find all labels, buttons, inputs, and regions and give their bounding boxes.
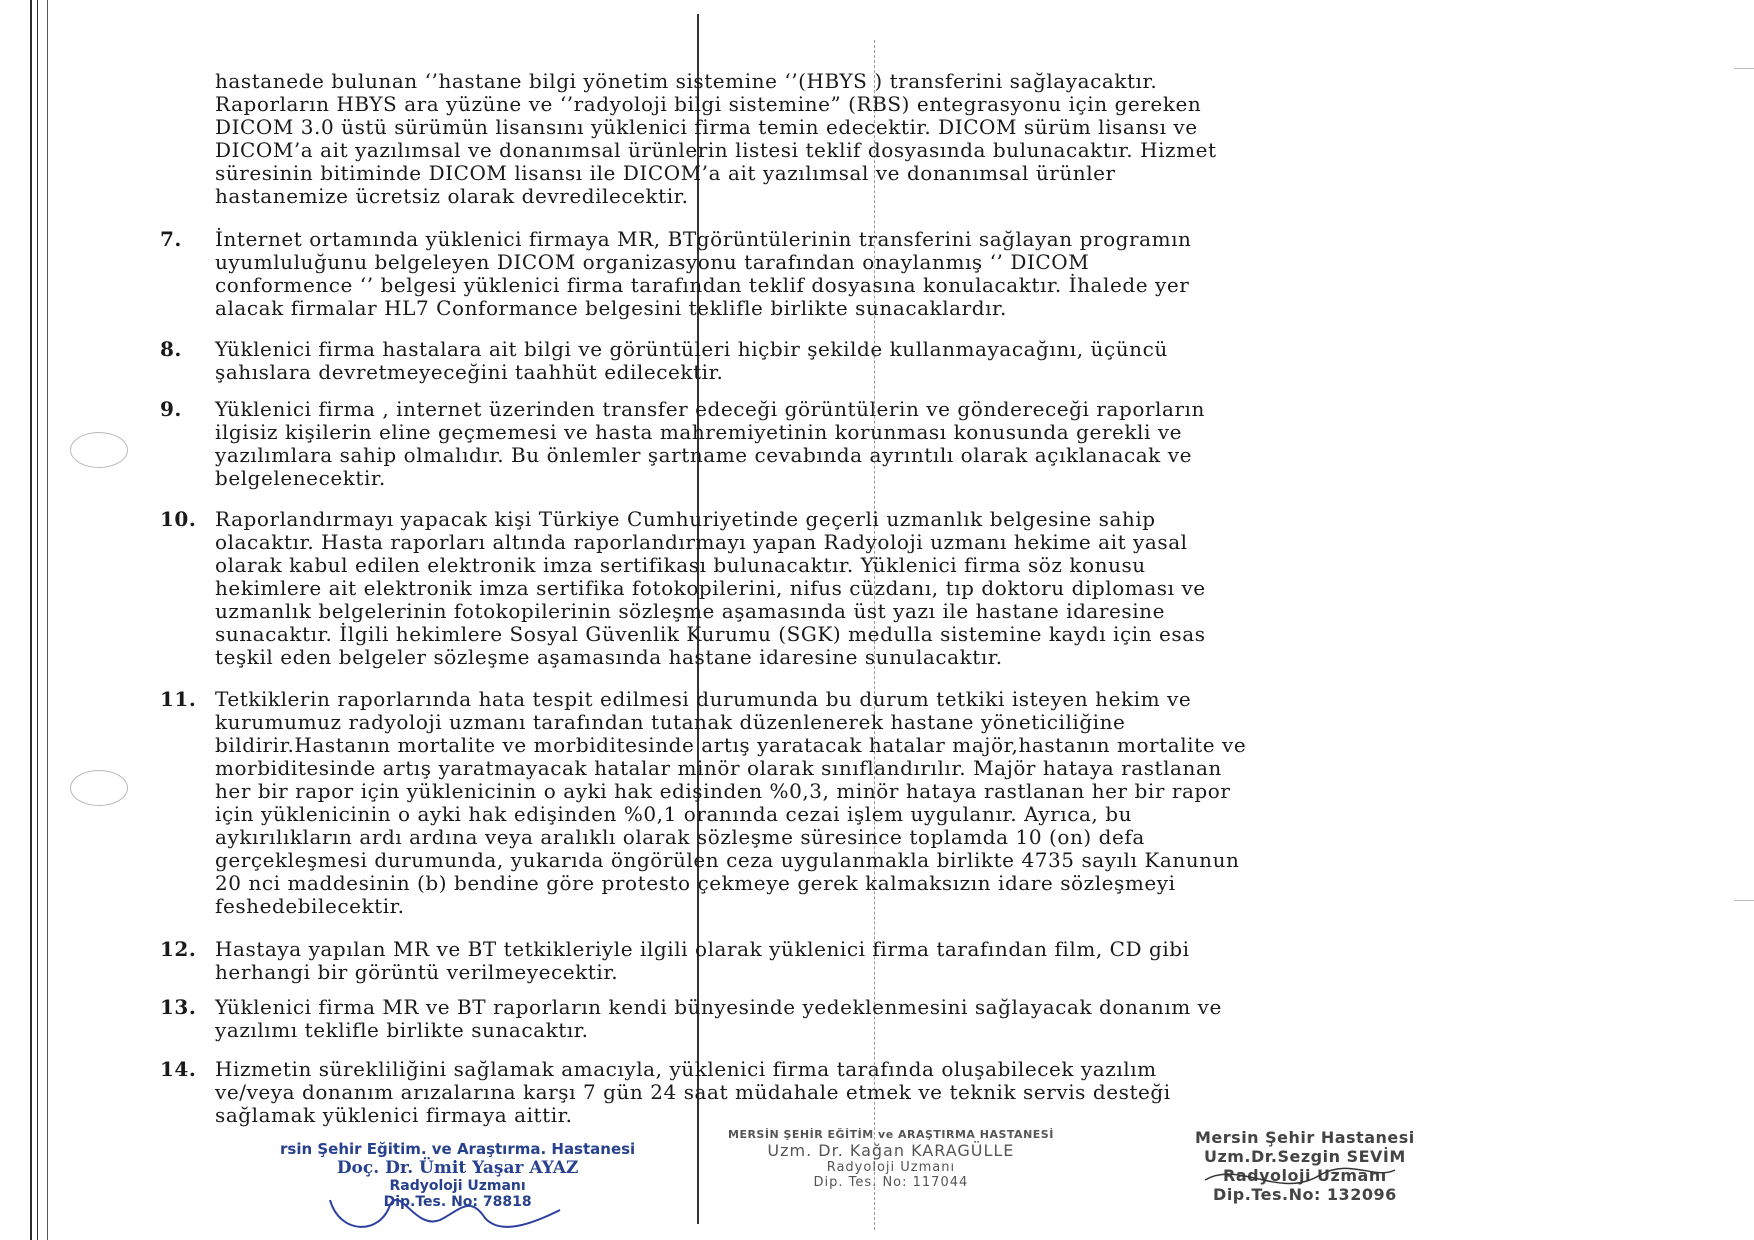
item-number: 11. <box>160 687 197 711</box>
text-line: hekimlere ait elektronik imza sertifika fotokopilerini, nifus cüzdanı, tıp doktoru diploması ve <box>215 576 1206 600</box>
text-line: conformence ‘’ belgesi yüklenici firma tarafından teklif dosyasına konulacaktır. İhalede yer <box>215 273 1190 297</box>
text-line: 20 nci maddesinin (b) bendine göre protesto çekmeye gerek kalmaksızın idare sözleşmeyi <box>215 871 1176 895</box>
text-line: Raporların HBYS ara yüzüne ve ‘’radyoloji bilgi sistemine” (RBS) entegrasyonu için gereken <box>215 92 1202 116</box>
stamp-name: Uzm. Dr. Kağan KARAGÜLLE <box>767 1141 1015 1160</box>
item-text <box>215 508 1605 669</box>
text-line: süresinin bitiminde DICOM lisansı ile DICOM’a ait yazılımsal ve donanımsal ürünler <box>215 161 1116 185</box>
text-line: İnternet ortamında yüklenici firmaya MR, BTgörüntülerinin transferini sağlayan programın <box>215 227 1192 251</box>
item-number: 7. <box>160 227 182 251</box>
stamp-institution: rsin Şehir Eğitim. ve Araştırma. Hastanesi <box>280 1140 636 1158</box>
text-line: için yüklenicinin o ayki hak edişinden %0,1 oranında cezai işlem uygulanır. Ayrıca, bu <box>215 802 1133 826</box>
signature-stamp-karagulle <box>728 1128 1054 1190</box>
text-line: sağlamak yüklenici firmaya aittir. <box>215 1103 573 1127</box>
scan-edge-line-left-2 <box>47 0 48 1240</box>
text-line: belgelenecektir. <box>215 466 386 490</box>
text-line: Yüklenici firma , internet üzerinden transfer edeceği görüntülerin ve göndereceği raporların <box>215 397 1205 421</box>
text-line: alacak firmalar HL7 Conformance belgesini teklifle birlikte sunacaklardır. <box>215 296 1007 320</box>
text-line: Hizmetin sürekliliğini sağlamak amacıyla, yüklenici firma tarafında oluşabilecek yazılım <box>215 1057 1157 1081</box>
text-line: Yüklenici firma MR ve BT raporların kendi bünyesinde yedeklenmesini sağlayacak donanım ve <box>215 995 1222 1019</box>
item-text <box>215 996 1605 1042</box>
text-line: olarak kabul edilen elektronik imza sertifikası bulunacaktır. Yüklenici firma söz konusu <box>215 553 1146 577</box>
stamp-diploma-number: Dip.Tes.No: 132096 <box>1213 1185 1397 1204</box>
item-number: 9. <box>160 397 182 421</box>
item-number: 13. <box>160 995 197 1019</box>
stamp-name: Doç. Dr. Ümit Yaşar AYAZ <box>336 1158 579 1178</box>
stamp-title: Radyoloji Uzmanı <box>389 1178 526 1194</box>
text-line: hastanede bulunan ‘’hastane bilgi yönetim sistemine ‘’(HBYS ) transferini sağlayacaktır. <box>215 69 1158 93</box>
scan-mark <box>1734 900 1754 901</box>
text-line: uzmanlık belgelerinin fotokopilerinin sözleşme aşamasında üst yazı ile hastane idaresine <box>215 599 1165 623</box>
text-line: uyumluluğunu belgeleyen DICOM organizasyonu tarafından onaylanmış ‘’ DICOM <box>215 250 1090 274</box>
text-line: herhangi bir görüntü verilmeyecektir. <box>215 960 619 984</box>
punch-hole-lower <box>70 770 128 806</box>
item-text <box>215 398 1605 490</box>
text-line: morbiditesinde artış yaratmayacak hatalar minör olarak sınıflandırılır. Majör hataya rastlanan <box>215 756 1222 780</box>
text-line: yazılımı teklifle birlikte sunacaktır. <box>215 1018 589 1042</box>
text-line: bildirir.Hastanın mortalite ve morbiditesinde artış yaratacak hatalar majör,hastanın mortalite ve <box>215 733 1247 757</box>
text-line: ilgisiz kişilerin eline geçmemesi ve hasta mahremiyetinin korunması konusunda gerekli ve <box>215 420 1183 444</box>
handwritten-signature-ayaz <box>320 1180 570 1240</box>
punch-hole-upper <box>70 432 128 468</box>
item-text <box>215 688 1605 918</box>
text-line: feshedebilecektir. <box>215 894 405 918</box>
text-line: teşkil eden belgeler sözleşme aşamasında hastane idaresine sunulacaktır. <box>215 645 1003 669</box>
stamp-title: Radyoloji Uzmanı <box>1223 1166 1387 1185</box>
text-line: aykırılıkların ardı ardına veya aralıklı olarak sözleşme süresince toplamda 10 (on) defa <box>215 825 1145 849</box>
text-line: Yüklenici firma hastalara ait bilgi ve görüntüleri hiçbir şekilde kullanmayacağını, üçüncü <box>215 337 1168 361</box>
text-line: DICOM’a ait yazılımsal ve donanımsal ürünlerin listesi teklif dosyasında bulunacaktır. Hizmet <box>215 138 1217 162</box>
text-line: ve/veya donanım arızalarına karşı 7 gün 24 saat müdahale etmek ve teknik servis desteği <box>215 1080 1171 1104</box>
text-line: şahıslara devretmeyeceğini taahhüt edilecektir. <box>215 360 724 384</box>
text-line: gerçekleşmesi durumunda, yukarıda öngörülen ceza uygulanmakla birlikte 4735 sayılı Kanunun <box>215 848 1240 872</box>
scan-edge-line-left-inner <box>37 0 38 1240</box>
stamp-title: Radyoloji Uzmanı <box>826 1160 956 1175</box>
intro-paragraph <box>215 70 1595 208</box>
text-line: Tetkiklerin raporlarında hata tespit edilmesi durumunda bu durum tetkiki isteyen hekim ve <box>215 687 1192 711</box>
item-number: 10. <box>160 507 197 531</box>
text-line: her bir rapor için yüklenicinin o ayki hak edişinden %0,3, minör hataya rastlanan her bir rapor <box>215 779 1231 803</box>
item-number: 12. <box>160 937 197 961</box>
item-text <box>215 1058 1605 1127</box>
text-line: Hastaya yapılan MR ve BT tetkikleriyle ilgili olarak yüklenici firma tarafından film, CD gibi <box>215 937 1190 961</box>
handwritten-signature-sevim <box>1200 1150 1400 1210</box>
scan-mark <box>1734 68 1754 69</box>
text-line: sunacaktır. İlgili hekimlere Sosyal Güvenlik Kurumu (SGK) medulla sistemine kaydı için esas <box>215 622 1206 646</box>
text-line: yazılımlara sahip olmalıdır. Bu önlemler şartname cevabında ayrıntılı olarak açıklanacak ve <box>215 443 1192 467</box>
stamp-institution: Mersin Şehir Hastanesi <box>1195 1128 1415 1147</box>
scan-edge-line-left <box>30 0 32 1240</box>
text-line: hastanemize ücretsiz olarak devredilecektir. <box>215 184 689 208</box>
stamp-diploma-number: Dip. Tes. No: 117044 <box>813 1175 969 1190</box>
item-number: 8. <box>160 337 182 361</box>
item-number: 14. <box>160 1057 197 1081</box>
stamp-diploma-number: Dip.Tes. No: 78818 <box>383 1194 532 1210</box>
stamp-institution: MERSİN ŞEHİR EĞİTİM ve ARAŞTIRMA HASTANESİ <box>728 1128 1054 1141</box>
text-line: Raporlandırmayı yapacak kişi Türkiye Cumhuriyetinde geçerli uzmanlık belgesine sahip <box>215 507 1156 531</box>
item-text <box>215 938 1605 984</box>
item-text <box>215 338 1605 384</box>
text-line: olacaktır. Hasta raporları altında raporlandırmayı yapan Radyoloji uzmanı hekime ait yasal <box>215 530 1188 554</box>
text-line: kurumumuz radyoloji uzmanı tarafından tutanak düzenlenerek hastane yöneticiliğine <box>215 710 1126 734</box>
stamp-name: Uzm.Dr.Sezgin SEVİM <box>1203 1147 1406 1166</box>
item-text <box>215 228 1605 320</box>
text-line: DICOM 3.0 üstü sürümün lisansını yüklenici firma temin edecektir. DICOM sürüm lisansı ve <box>215 115 1198 139</box>
